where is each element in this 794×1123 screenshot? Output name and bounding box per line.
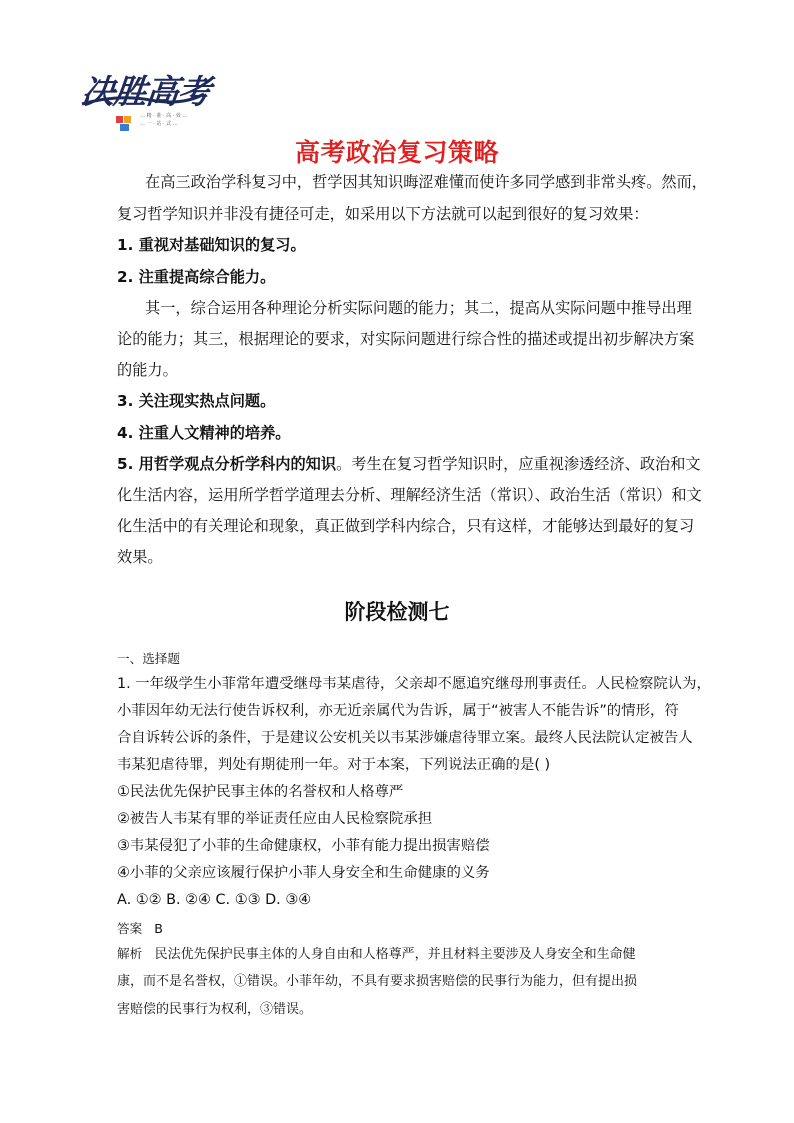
question-1-line-3: 合自诉转公诉的条件，于是建议公安机关以韦某涉嫌虐待罪立案。最终人民法院认定被告人 bbox=[117, 730, 693, 746]
question-1-line-1: 1. 一年级学生小菲常年遭受继母韦某虐待，父亲却不愿追究继母刑事责任。人民检察院认为， bbox=[117, 676, 711, 692]
quiz-heading: 一、选择题 bbox=[117, 651, 180, 666]
answer-label: 答案 bbox=[117, 921, 143, 936]
explanation-label: 解析 bbox=[117, 946, 143, 961]
intro-line-1: 在高三政治学科复习中，哲学因其知识晦涩难懂而使许多同学感到非常头疼。然而， bbox=[145, 173, 707, 191]
point-4: 4. 注重人文精神的培养。 bbox=[117, 424, 291, 442]
option-3: ③韦某侵犯了小菲的生命健康权，小菲有能力提出损害赔偿 bbox=[117, 838, 490, 854]
answer-choices: A. ①② B. ②④ C. ①③ D. ③④ bbox=[117, 892, 312, 908]
point-3: 3. 关注现实热点问题。 bbox=[117, 392, 276, 410]
point-5-line-1 bbox=[117, 449, 701, 480]
question-1-line-2: 小菲因年幼无法行使告诉权利，亦无近亲属代为告诉，属于“被害人不能告诉”的情形，符 bbox=[117, 703, 679, 719]
point-5-body-line-2: 化生活内容，运用所学哲学道理去分析、理解经济生活（常识）、政治生活（常识）和文 bbox=[117, 486, 702, 504]
logo-text: 决胜高考 bbox=[79, 72, 212, 111]
answer-line bbox=[117, 915, 163, 942]
explanation-line-1 bbox=[117, 940, 636, 969]
option-2: ②被告人韦某有罪的举证责任应由人民检察院承担 bbox=[117, 811, 433, 827]
point-5-body-line-4: 效果。 bbox=[117, 548, 163, 566]
explanation-line-2: 康，而不是名誉权，①错误。小菲年幼，不具有要求损害赔偿的民事行为能力，但有提出损 bbox=[117, 974, 638, 989]
page-title: 高考政治复习策略 bbox=[294, 138, 499, 167]
logo-tagline-2: … 一 · 站 · 式 … bbox=[140, 121, 178, 127]
answer-value: B bbox=[154, 921, 163, 936]
explanation-text-1: 民法优先保护民事主体的人身自由和人格尊严，并且材料主要涉及人身安全和生命健 bbox=[154, 947, 636, 962]
point-2-body-line-1: 其一，综合运用各种理论分析实际问题的能力；其二，提高从实际问题中推导出理 bbox=[145, 299, 692, 317]
section-title: 阶段检测七 bbox=[344, 600, 450, 624]
point-1: 1. 重视对基础知识的复习。 bbox=[117, 236, 306, 254]
option-1: ①民法优先保护民事主体的名誉权和人格尊严 bbox=[117, 784, 404, 800]
point-2: 2. 注重提高综合能力。 bbox=[117, 268, 276, 286]
intro-line-2: 复习哲学知识并非没有捷径可走，如采用以下方法就可以起到很好的复习效果： bbox=[117, 205, 649, 223]
point-5-body-line-1: 。考生在复习哲学知识时，应重视渗透经济、政治和文 bbox=[336, 455, 701, 473]
point-5-heading: 5. 用哲学观点分析学科内的知识 bbox=[117, 455, 337, 473]
point-2-body-line-3: 的能力。 bbox=[117, 361, 178, 379]
logo-tagline-1: … 精 · 准 · 高 · 效 … bbox=[140, 113, 188, 119]
brand-logo bbox=[78, 62, 212, 142]
explanation-line-3: 害赔偿的民事行为权利，③错误。 bbox=[117, 1002, 313, 1017]
point-5-body-line-3: 化生活中的有关理论和现象，真正做到学科内综合，只有这样，才能够达到最好的复习 bbox=[117, 517, 695, 535]
question-1-line-4: 韦某犯虐待罪，判处有期徒刑一年。对于本案，下列说法正确的是( ) bbox=[117, 757, 551, 773]
option-4: ④小菲的父亲应该履行保护小菲人身安全和生命健康的义务 bbox=[117, 865, 490, 881]
point-2-body-line-2: 论的能力；其三，根据理论的要求，对实际问题进行综合性的描述或提出初步解决方案 bbox=[117, 330, 695, 348]
